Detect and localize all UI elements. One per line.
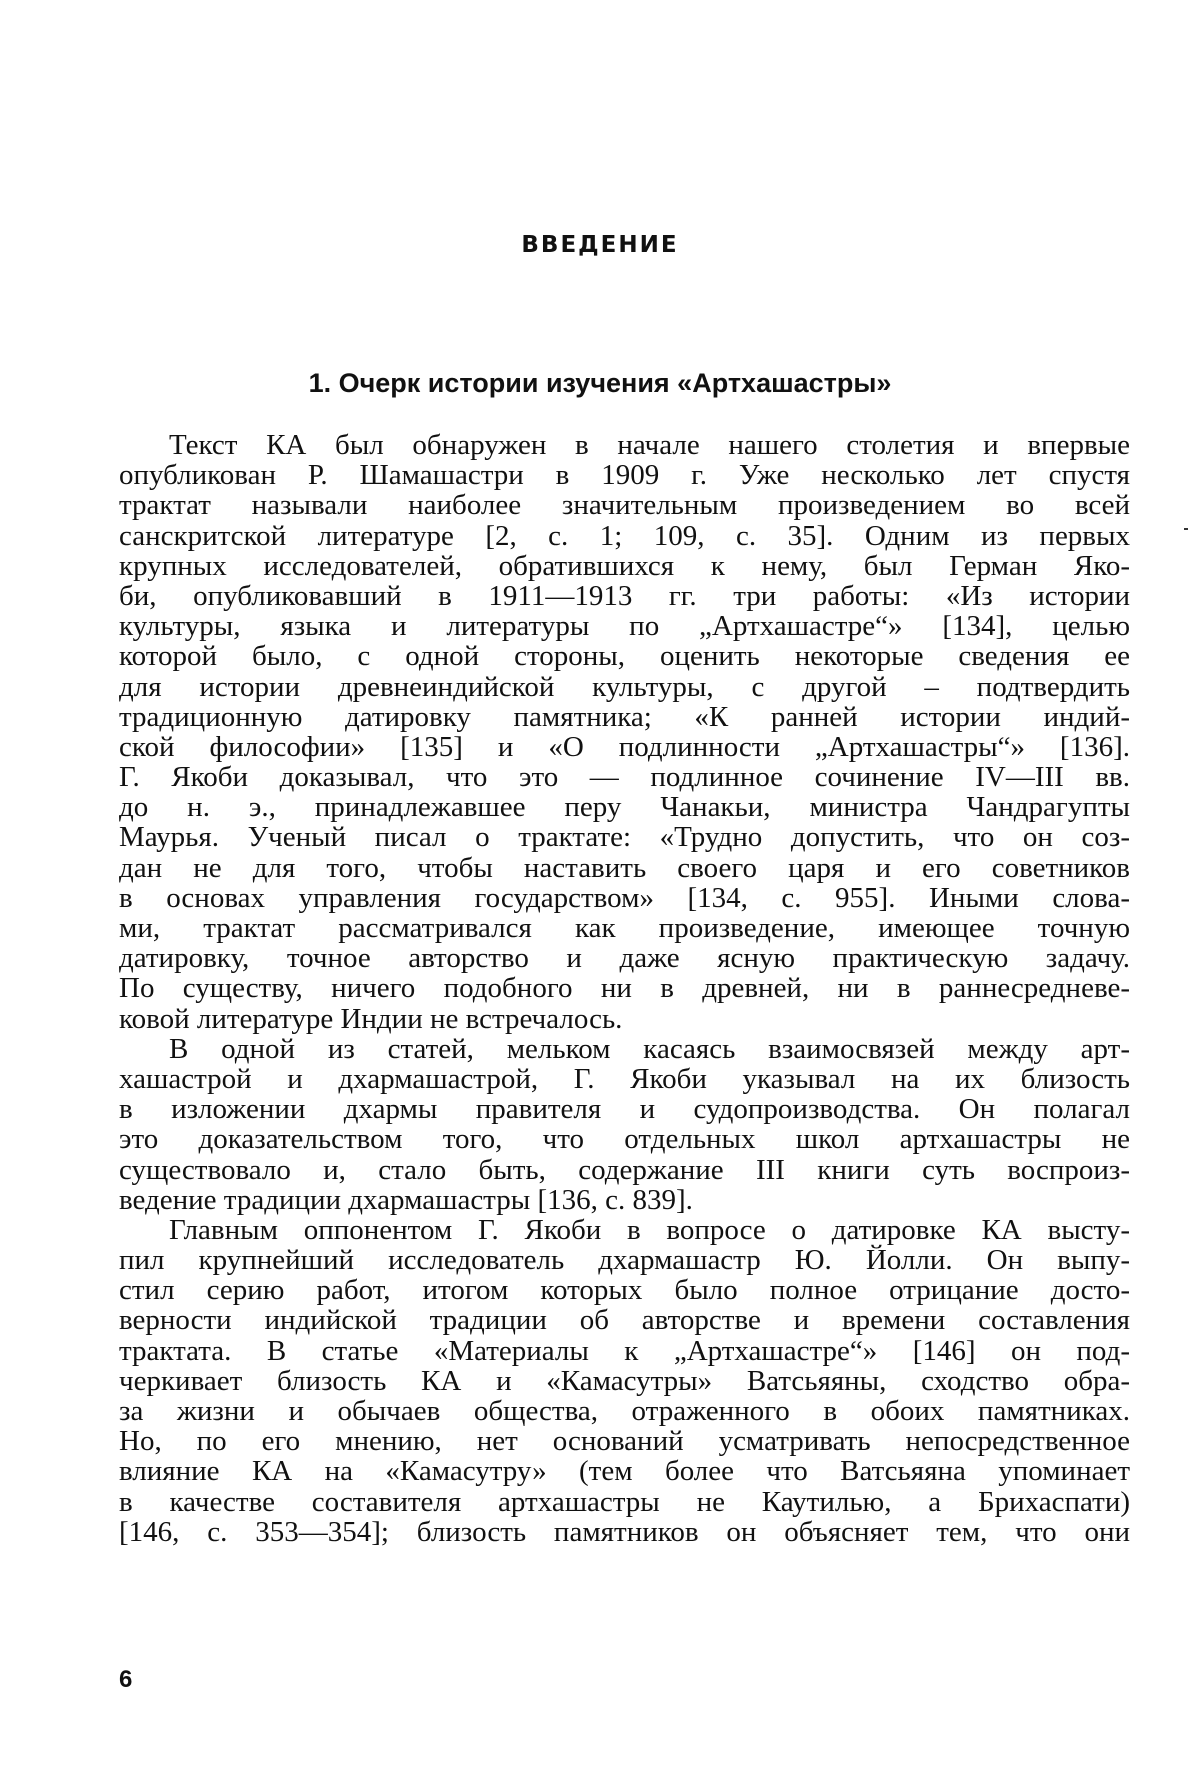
section-title: 1. Очерк истории изучения «Артхашастры» xyxy=(308,368,892,398)
text-line: культуры, языка и литературы по „Артхашастре“» [134], целью xyxy=(119,610,1130,643)
text-line: [146, с. 353—354]; близость памятников он объясняет тем, что они xyxy=(119,1515,1130,1548)
text-line: для истории древнеиндийской культуры, с другой – подтвердить xyxy=(119,670,1130,703)
text-line: в основах управления государством» [134, с. 955]. Иными слова- xyxy=(119,881,1130,914)
body-text xyxy=(119,430,1130,1547)
text-line: ской философии» [135] и «О подлинности „Артхашастры“» [136]. xyxy=(119,730,1130,763)
text-line: опубликован Р. Шамашастри в 1909 г. Уже несколько лет спустя xyxy=(119,459,1130,492)
text-line: которой было, с одной стороны, оценить некоторые сведения ее xyxy=(119,640,1130,673)
text-line: би, опубликовавший в 1911—1913 гг. три работы: «Из истории xyxy=(119,579,1130,612)
page-number: 6 xyxy=(119,1666,133,1693)
text-line: датировку, точное авторство и даже ясную практическую задачу. xyxy=(119,942,1130,975)
text-line: верности индийской традиции об авторстве и времени составления xyxy=(119,1304,1130,1337)
text-line: это доказательством того, что отдельных школ артхашастры не xyxy=(119,1123,1130,1156)
chapter-title: ВВЕДЕНИЕ xyxy=(521,232,679,258)
text-line: влияние КА на «Камасутру» (тем более что Ватсьяяна упоминает xyxy=(119,1455,1130,1488)
text-line: Но, по его мнению, нет оснований усматривать непосредственное xyxy=(119,1425,1130,1458)
text-line: ведение традиции дхармашастры [136, с. 839]. xyxy=(119,1183,693,1216)
text-line: ми, трактат рассматривался как произведение, имеющее точную xyxy=(119,912,1130,944)
margin-mark xyxy=(1184,528,1188,530)
text-line: трактат называли наиболее значительным произведением во всей xyxy=(119,489,1130,522)
text-line: Главным оппонентом Г. Якоби в вопросе о датировке КА высту- xyxy=(169,1213,1130,1246)
text-line: хашастрой и дхармашастрой, Г. Якоби указывал на их близость xyxy=(119,1062,1130,1095)
text-line: По существу, ничего подобного ни в древней, ни в раннесредневе- xyxy=(119,972,1130,1005)
text-line: санскритской литературе [2, с. 1; 109, с. 35]. Одним из первых xyxy=(119,519,1130,552)
text-line: традиционную датировку памятника; «К ранней истории индий- xyxy=(119,700,1130,733)
text-line: Маурья. Ученый писал о трактате: «Трудно допустить, что он соз- xyxy=(119,821,1130,854)
text-line: в качестве составителя артхашастры не Каутилью, а Брихаспати) xyxy=(119,1485,1130,1518)
text-line: в изложении дхармы правителя и судопроизводства. Он полагал xyxy=(119,1093,1130,1126)
text-line: дан не для того, чтобы наставить своего царя и его советников xyxy=(119,851,1130,884)
text-line: ковой литературе Индии не встречалось. xyxy=(119,1002,623,1035)
text-line: пил крупнейший исследователь дхармашастр Ю. Йолли. Он выпу- xyxy=(119,1244,1130,1277)
text-line: Текст КА был обнаружен в начале нашего столетия и впервые xyxy=(169,429,1130,461)
text-line: В одной из статей, мельком касаясь взаимосвязей между арт- xyxy=(169,1032,1130,1065)
text-line: существовало и, стало быть, содержание III книги суть воспроиз- xyxy=(119,1153,1130,1186)
text-line: Г. Якоби доказывал, что это — подлинное сочинение IV—III вв. xyxy=(119,761,1130,794)
text-line: за жизни и обычаев общества, отраженного в обоих памятниках. xyxy=(119,1395,1130,1427)
text-line: до н. э., принадлежавшее перу Чанакьи, министра Чандрагупты xyxy=(119,791,1130,824)
text-line: трактата. В статье «Материалы к „Артхашастре“» [146] он под- xyxy=(119,1334,1130,1367)
text-line: черкивает близость КА и «Камасутры» Ватсьяяны, сходство обра- xyxy=(119,1364,1130,1397)
text-line: крупных исследователей, обратившихся к нему, был Герман Яко- xyxy=(119,549,1130,582)
text-line: стил серию работ, итогом которых было полное отрицание досто- xyxy=(119,1274,1130,1307)
